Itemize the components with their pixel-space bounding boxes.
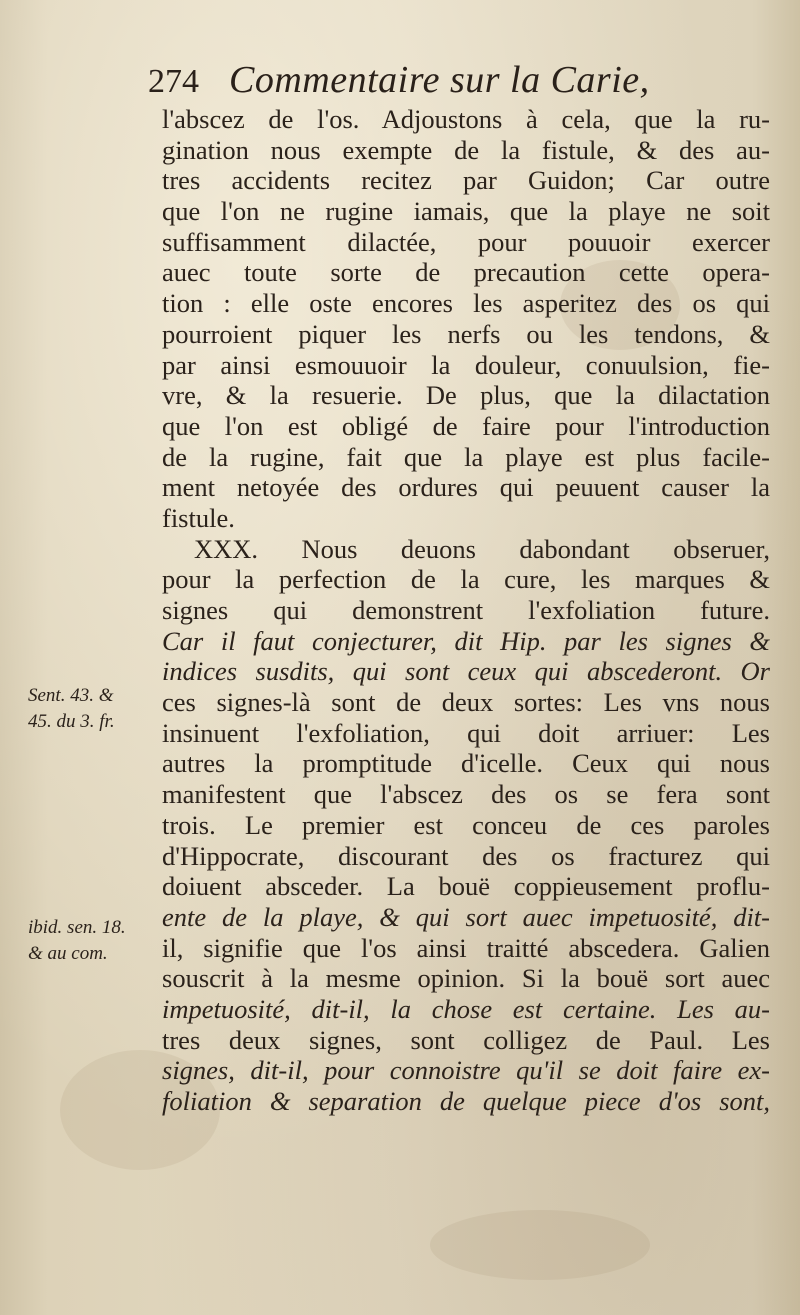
text-line: indices susdits, qui sont ceux qui abscederont. Or xyxy=(162,656,770,687)
running-title: Commentaire sur la Carie, xyxy=(229,59,650,101)
margin-note xyxy=(28,915,156,967)
text-line: vre, & la resuerie. De plus, que la dilactation xyxy=(162,380,770,411)
text-line: tion : elle oste encores les asperitez des os qui xyxy=(162,288,770,319)
margin-note-line: & au com. xyxy=(28,943,108,964)
text-line: il, signifie que l'os ainsi traitté abscedera. Galien xyxy=(162,932,770,963)
text-line: pourroient piquer les nerfs ou les tendons, & xyxy=(162,318,770,349)
text-line: Car il faut conjecturer, dit Hip. par les signes & xyxy=(162,625,770,656)
text-line: trois. Le premier est conceu de ces paroles xyxy=(162,809,770,840)
text-line: tres accidents recitez par Guidon; Car outre xyxy=(162,165,770,196)
body-text xyxy=(162,104,770,1117)
text-line: XXX. Nous deuons dabondant obseruer, xyxy=(194,533,770,564)
text-line: pour la perfection de la cure, les marques & xyxy=(162,564,770,595)
text-line: d'Hippocrate, discourant des os fracturez qui xyxy=(162,840,770,871)
margin-note-line: Sent. 43. & xyxy=(28,685,114,706)
text-line: autres la promptitude d'icelle. Ceux qui nous xyxy=(162,748,770,779)
text-line: l'abscez de l'os. Adjoustons à cela, que la ru- xyxy=(162,104,770,134)
paper-stain xyxy=(430,1210,650,1280)
text-line: insinuent l'exfoliation, qui doit arriuer: Les xyxy=(162,717,770,748)
text-line: par ainsi esmouuoir la douleur, conuulsion, fie- xyxy=(162,349,770,380)
text-line: impetuosité, dit-il, la chose est certaine. Les au- xyxy=(162,993,770,1024)
text-line: que l'on ne rugine iamais, que la playe ne soit xyxy=(162,196,770,227)
text-line: de la rugine, fait que la playe est plus facile- xyxy=(162,441,770,472)
page-header xyxy=(148,58,650,102)
text-line: tres deux signes, sont colligez de Paul. Les xyxy=(162,1024,770,1055)
text-line: souscrit à la mesme opinion. Si la bouë sort auec xyxy=(162,963,770,994)
text-line: ces signes-là sont de deux sortes: Les vns nous xyxy=(162,687,770,718)
text-line: suffisamment dilactée, pour pouuoir exercer xyxy=(162,226,770,257)
margin-note-line: ibid. sen. 18. xyxy=(28,917,126,938)
text-line: gination nous exempte de la fistule, & des au- xyxy=(162,134,770,165)
text-line: fistule. xyxy=(162,502,235,533)
text-line: manifestent que l'abscez des os se fera sont xyxy=(162,779,770,810)
text-line: signes qui demonstrent l'exfoliation future. xyxy=(162,595,770,625)
margin-note xyxy=(28,683,156,735)
margin-note-line: 45. du 3. fr. xyxy=(28,711,115,732)
text-line: que l'on est obligé de faire pour l'introduction xyxy=(162,410,770,441)
text-line: ment netoyée des ordures qui peuuent causer la xyxy=(162,472,770,503)
text-line: signes, dit-il, pour connoistre qu'il se doit faire ex- xyxy=(162,1055,770,1086)
text-line: foliation & separation de quelque piece d'os sont, xyxy=(162,1086,770,1116)
page-number: 274 xyxy=(148,63,199,100)
text-line: doiuent absceder. La bouë coppieusement proflu- xyxy=(162,871,770,902)
text-line: auec toute sorte de precaution cette opera- xyxy=(162,257,770,288)
text-line: ente de la playe, & qui sort auec impetuosité, dit- xyxy=(162,901,770,932)
